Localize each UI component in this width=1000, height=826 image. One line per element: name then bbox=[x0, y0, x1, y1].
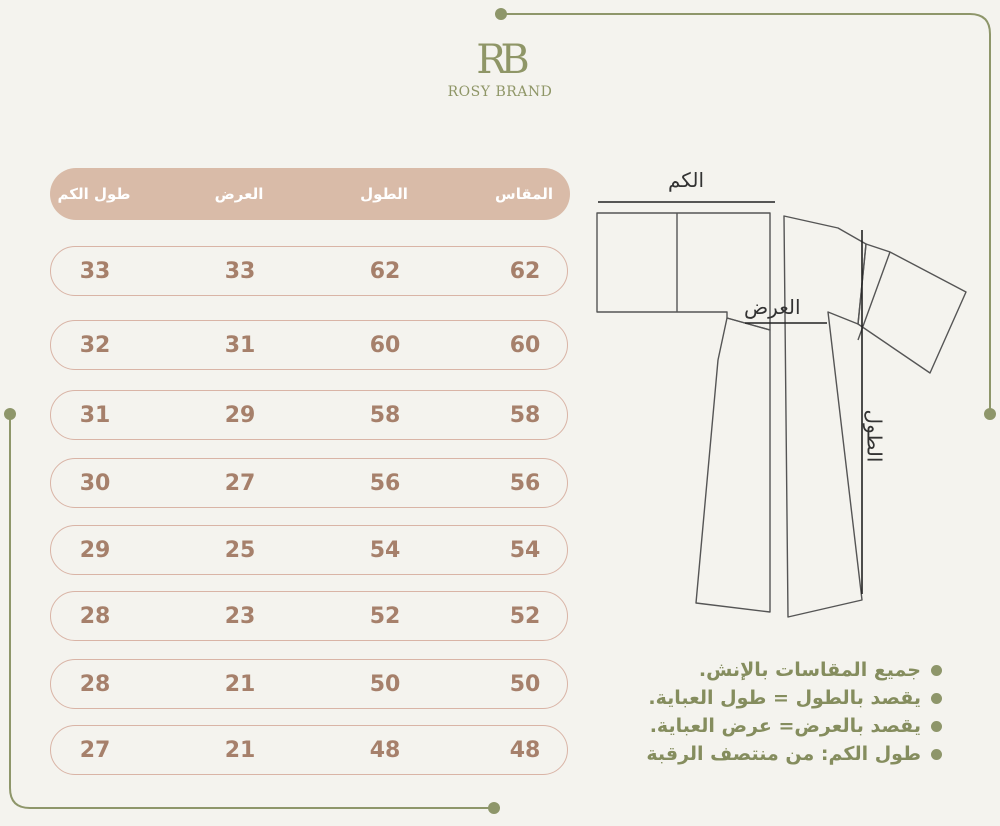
note-item bbox=[562, 740, 942, 768]
length-cell: 60 bbox=[369, 332, 401, 358]
sleeve-cell: 29 bbox=[79, 537, 111, 563]
sleeve-cell: 28 bbox=[79, 671, 111, 697]
bullet-icon bbox=[931, 665, 942, 676]
brand-monogram: RB bbox=[476, 37, 524, 83]
note-item bbox=[562, 656, 942, 684]
width-cell: 33 bbox=[224, 258, 256, 284]
width-cell: 21 bbox=[224, 737, 256, 763]
note-text: يقصد بالعرض= عرض العباية. bbox=[649, 715, 921, 737]
note-item bbox=[562, 684, 942, 712]
length-cell: 50 bbox=[369, 671, 401, 697]
width-cell: 25 bbox=[224, 537, 256, 563]
note-text: جميع المقاسات بالإنش. bbox=[698, 659, 921, 681]
left-body-outline bbox=[696, 318, 770, 612]
header-length: الطول bbox=[360, 185, 408, 203]
bullet-icon bbox=[931, 693, 942, 704]
length-cell: 56 bbox=[369, 470, 401, 496]
width-cell: 31 bbox=[224, 332, 256, 358]
bullet-icon bbox=[931, 749, 942, 760]
length-cell: 62 bbox=[369, 258, 401, 284]
size-cell: 58 bbox=[509, 402, 541, 428]
length-cell: 52 bbox=[369, 603, 401, 629]
sleeve-cell: 33 bbox=[79, 258, 111, 284]
size-cell: 56 bbox=[509, 470, 541, 496]
header-width: العرض bbox=[214, 185, 264, 203]
bullet-icon bbox=[931, 721, 942, 732]
size-cell: 50 bbox=[509, 671, 541, 697]
length-label: الطول bbox=[862, 409, 887, 463]
length-cell: 48 bbox=[369, 737, 401, 763]
width-cell: 23 bbox=[224, 603, 256, 629]
right-body-outline bbox=[784, 216, 866, 617]
size-cell: 52 bbox=[509, 603, 541, 629]
brand-name: ROSY BRAND bbox=[447, 84, 553, 100]
width-label: العرض bbox=[744, 295, 801, 319]
sleeve-cell: 28 bbox=[79, 603, 111, 629]
note-text: يقصد بالطول = طول العباية. bbox=[648, 687, 921, 709]
header-size: المقاس bbox=[495, 185, 553, 203]
sleeve-cell: 27 bbox=[79, 737, 111, 763]
sleeve-cell: 30 bbox=[79, 470, 111, 496]
size-cell: 48 bbox=[509, 737, 541, 763]
note-item bbox=[562, 712, 942, 740]
sleeve-label: الكم bbox=[668, 168, 705, 192]
notes-list bbox=[562, 656, 942, 768]
size-cell: 62 bbox=[509, 258, 541, 284]
width-cell: 29 bbox=[224, 402, 256, 428]
header-sleeve-length: طول الكم bbox=[57, 185, 131, 203]
width-cell: 27 bbox=[224, 470, 256, 496]
right-sleeve-outline bbox=[858, 244, 966, 373]
size-cell: 60 bbox=[509, 332, 541, 358]
sleeve-cell: 31 bbox=[79, 402, 111, 428]
size-cell: 54 bbox=[509, 537, 541, 563]
width-cell: 21 bbox=[224, 671, 256, 697]
length-cell: 54 bbox=[369, 537, 401, 563]
note-text: طول الكم: من منتصف الرقبة bbox=[646, 743, 921, 765]
length-cell: 58 bbox=[369, 402, 401, 428]
sleeve-cell: 32 bbox=[79, 332, 111, 358]
